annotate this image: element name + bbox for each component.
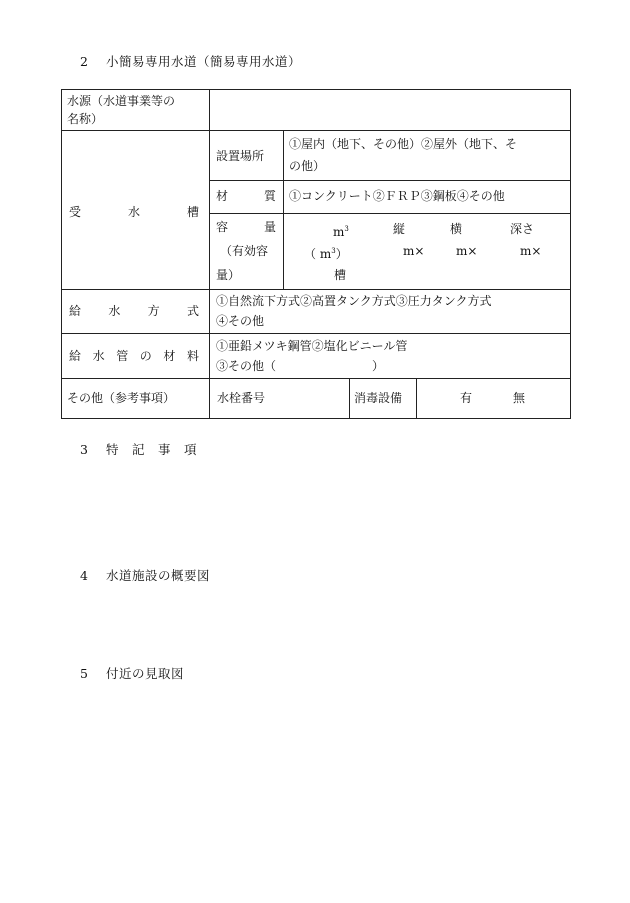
capacity-tank: 槽: [334, 268, 347, 282]
material-label-char: 材: [216, 189, 229, 203]
capacity-label-line1: [216, 216, 276, 238]
paren-m3-unit: m: [319, 247, 332, 261]
section-5-heading: [80, 664, 184, 682]
capacity-label-char: 容: [216, 220, 229, 234]
capacity-depth: 深さ: [510, 222, 535, 236]
location-label: 設置場所: [216, 149, 265, 163]
tank-label-char: 槽: [186, 205, 199, 219]
table-rule: [349, 378, 350, 419]
tank-label-char: 受: [69, 205, 82, 219]
section-5-number: 5: [80, 666, 89, 681]
other-label: その他（参考事項）: [67, 391, 176, 405]
location-value-line2: の他）: [289, 159, 326, 173]
pipe-material-value-line2: ③その他（ ）: [216, 359, 385, 373]
table-rule: [61, 333, 571, 334]
section-2-title: 小簡易専用水道（簡易専用水道）: [106, 54, 302, 69]
supply-method-char: 水: [108, 304, 121, 318]
pipe-material-char: 材: [163, 349, 176, 363]
pipe-material-char: 給: [69, 349, 82, 363]
section-2-heading: [80, 52, 301, 70]
table-rule: [61, 89, 62, 419]
capacity-horizontal: 横: [450, 222, 463, 236]
water-source-label: [67, 90, 175, 130]
capacity-label-line2: （有効容: [220, 244, 269, 258]
table-rule: [570, 89, 571, 419]
section-3-title: 特 記 事 項: [106, 442, 198, 457]
location-value: [289, 133, 517, 177]
section-4-title: 水道施設の概要図: [106, 568, 211, 583]
supply-method-value-line1: ①自然流下方式②高置タンク方式③圧力タンク方式: [216, 294, 492, 308]
table-rule: [61, 378, 571, 379]
section-5-title: 付近の見取図: [106, 666, 185, 681]
water-source-label-line2: 名称）: [67, 112, 104, 126]
disinfection-no: 無: [513, 391, 526, 405]
supply-method-char: 方: [147, 304, 160, 318]
capacity-label-char: 量: [263, 220, 276, 234]
paren-close: ）: [335, 247, 348, 261]
table-rule: [209, 180, 571, 181]
table-rule: [209, 89, 210, 419]
pipe-material-char: 管: [116, 349, 129, 363]
capacity-vertical: 縦: [393, 222, 406, 236]
table-rule: [416, 378, 417, 419]
pipe-material-value-line1: ①亜鉛メツキ鋼管②塩化ビニール管: [216, 339, 408, 353]
supply-method-value: [216, 290, 492, 332]
section-3-number: 3: [80, 442, 89, 457]
capacity-unit-horizontal: m×: [456, 244, 478, 258]
pipe-material-label: [69, 345, 199, 367]
paren-open: （: [304, 247, 317, 261]
material-label-char: 質: [263, 189, 276, 203]
capacity-unit-depth: m×: [520, 244, 542, 258]
capacity-m3-unit: m: [333, 225, 345, 239]
supply-method-char: 給: [69, 304, 82, 318]
section-2-number: 2: [80, 54, 89, 69]
table-rule: [283, 130, 284, 289]
material-label: [216, 185, 276, 207]
capacity-effective-m3: [304, 240, 348, 265]
section-4-number: 4: [80, 568, 89, 583]
pipe-material-char: 水: [92, 349, 105, 363]
receiving-tank-label: [69, 201, 199, 223]
capacity-label-line3: 量）: [216, 268, 241, 282]
section-3-heading: [80, 440, 197, 458]
supply-method-char: 式: [186, 304, 199, 318]
location-value-line1: ①屋内（地下、その他）②屋外（地下、そ: [289, 137, 518, 151]
capacity-unit-vertical: m×: [403, 244, 425, 258]
water-source-label-line1: 水源（水道事業等の: [67, 94, 176, 108]
material-value: ①コンクリート②ＦＲＰ③鋼板④その他: [289, 189, 505, 203]
hydrant-number-label: 水栓番号: [217, 391, 266, 405]
disinfection-label: 消毒設備: [354, 391, 403, 405]
section-4-heading: [80, 566, 210, 584]
tank-label-char: 水: [127, 205, 140, 219]
disinfection-yes: 有: [460, 391, 473, 405]
capacity-m3-sup: 3: [344, 225, 349, 233]
table-rule: [61, 418, 571, 419]
water-supply-table: [61, 89, 571, 419]
table-rule: [61, 130, 571, 131]
pipe-material-char: 料: [186, 349, 199, 363]
pipe-material-value: [216, 335, 407, 377]
supply-method-value-line2: ④その他: [216, 314, 265, 328]
table-rule: [209, 213, 571, 214]
pipe-material-char: の: [139, 349, 152, 363]
supply-method-label: [69, 300, 199, 322]
paren-m3-sup: 3: [331, 247, 336, 255]
